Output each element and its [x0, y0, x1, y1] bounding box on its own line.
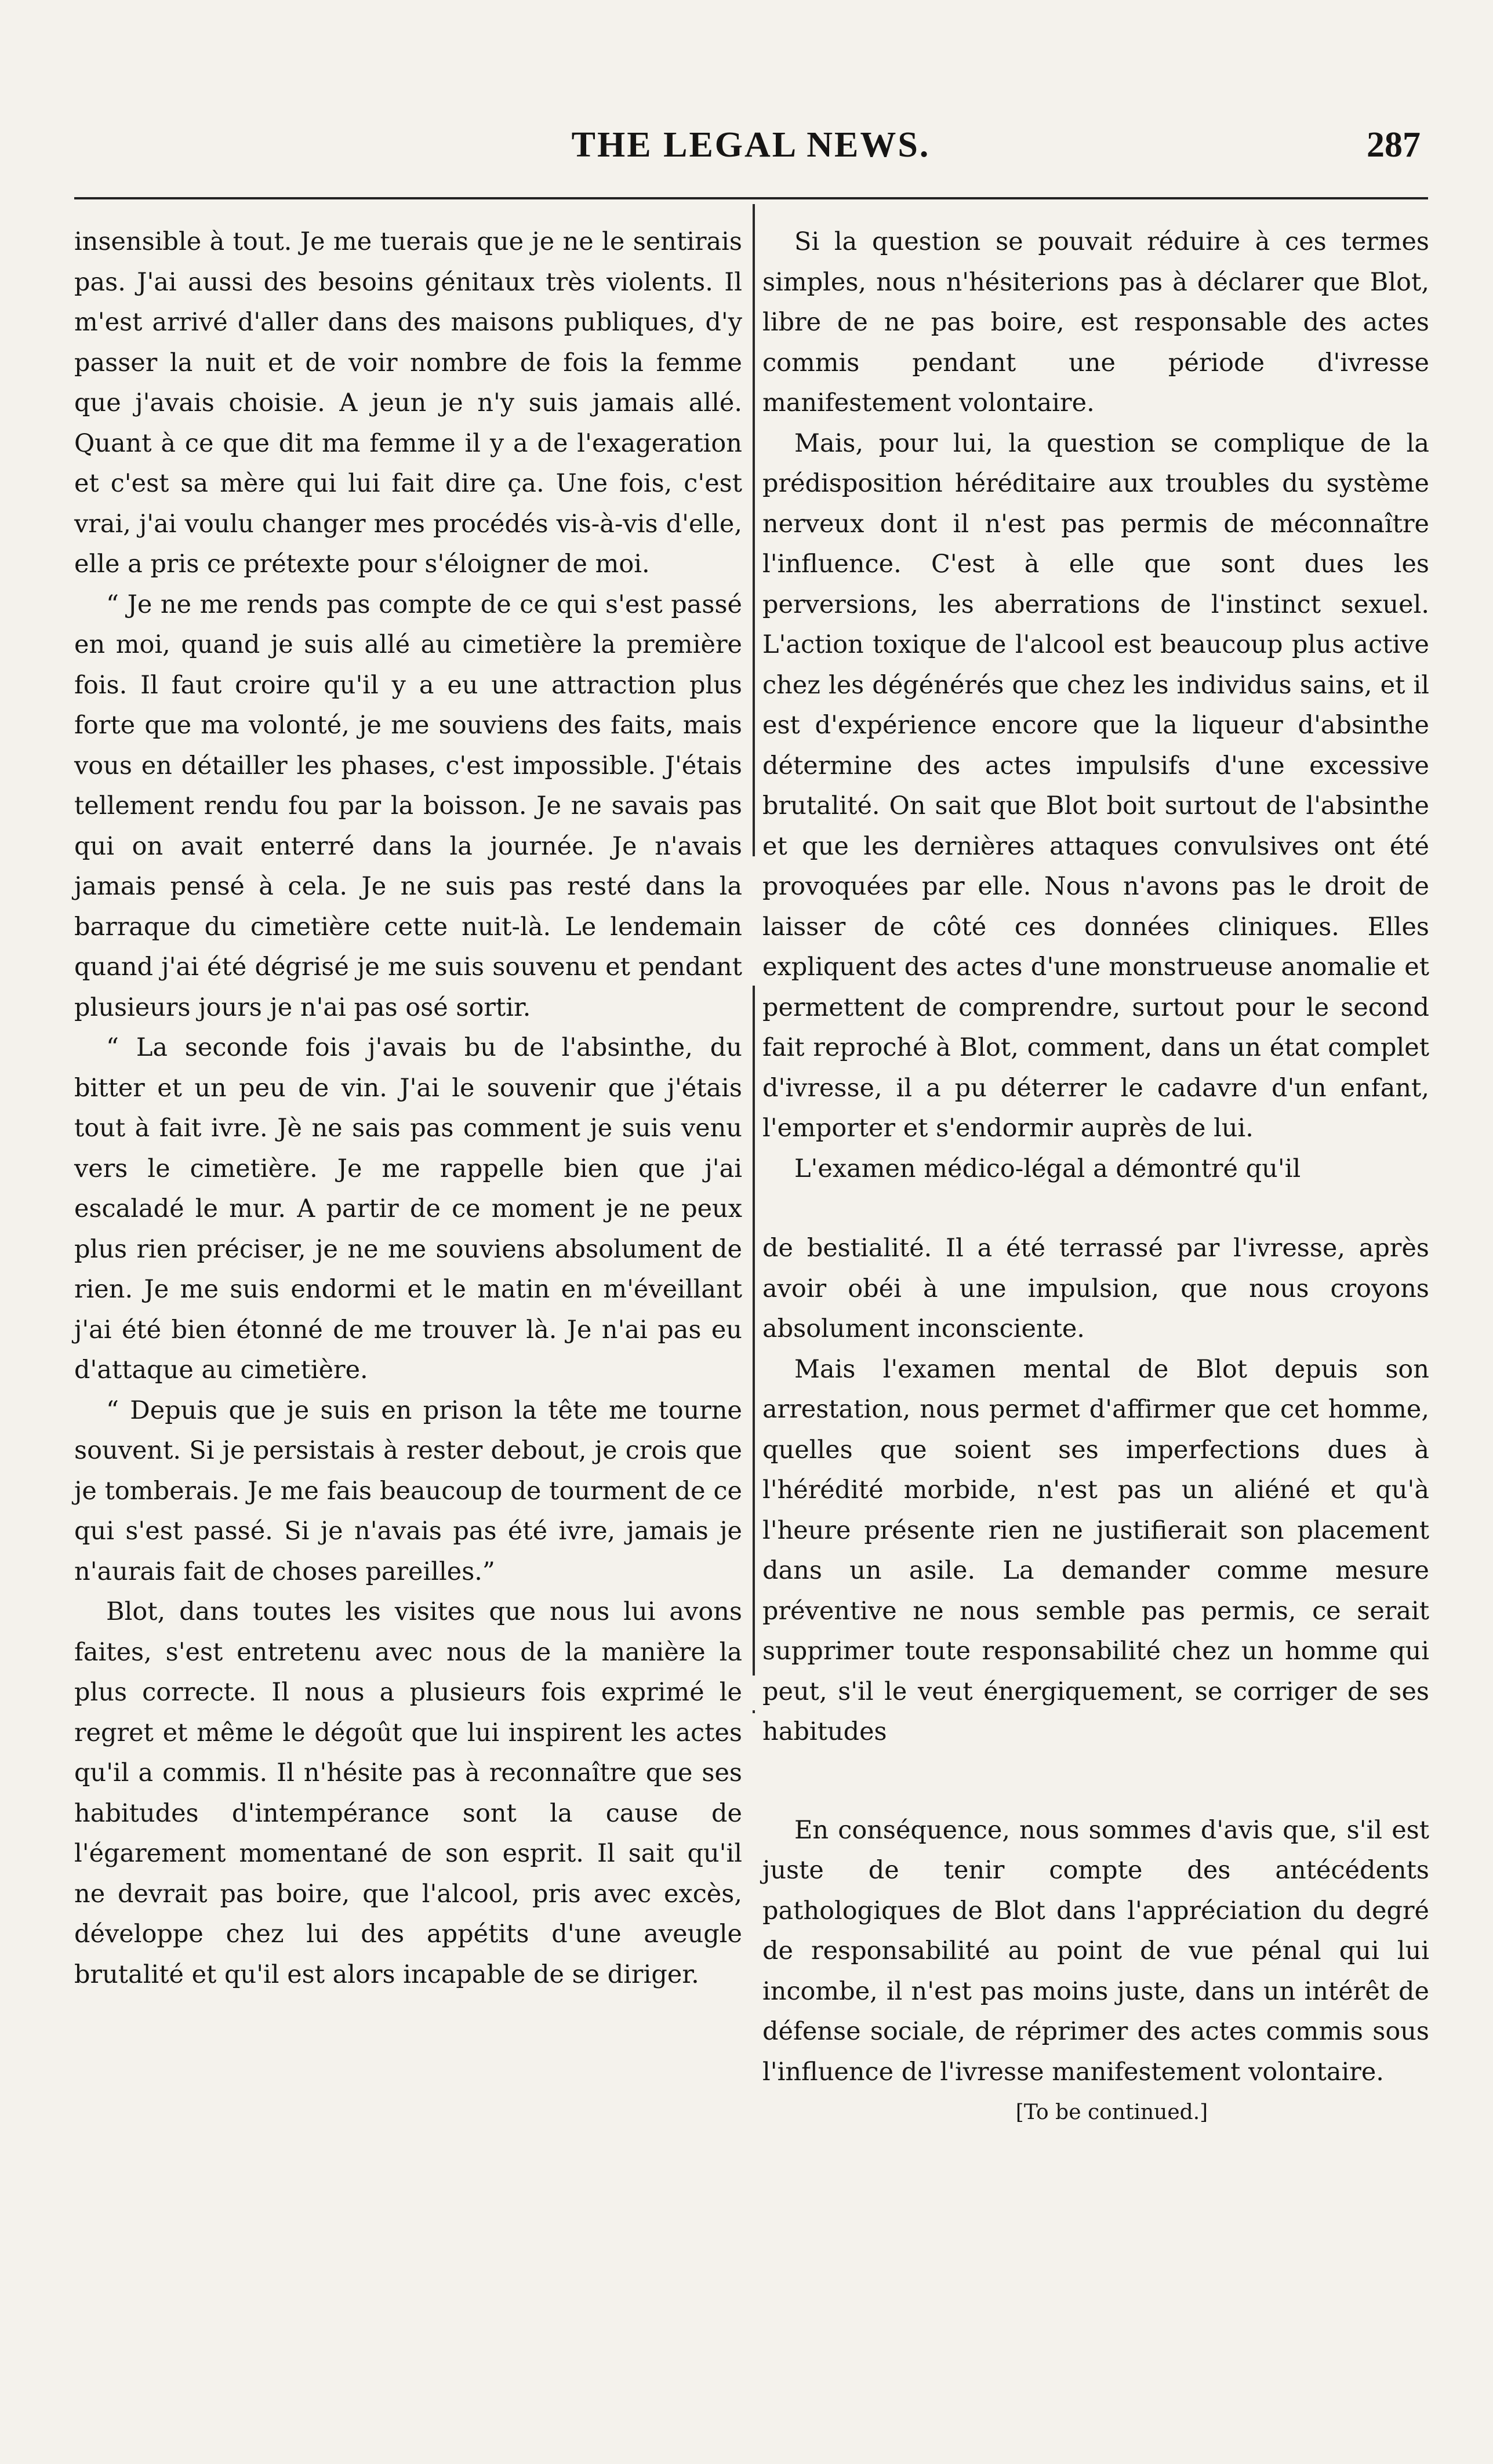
page-header	[75, 125, 1426, 177]
column-gap	[762, 1189, 1429, 1229]
paragraph: Blot, dans toutes les visites que nous lui avons faites, s'est entretenu avec nous de la manière la plus correcte. Il nous a plusieurs fois exprimé le regret et même le dégoût que lui inspirent les actes qu'il a commis. Il n'hésite pas à reconnaître que ses habitudes d'intempérance sont la cause de l'égarement momentané de son esprit. Il sait qu'il ne devrait pas boire, que l'alcool, pris avec excès, développe chez lui des appétits d'une aveugle brutalité et qu'il est alors incapable de se diriger.	[74, 1597, 742, 1989]
column-divider-middle	[753, 986, 755, 1676]
right-column	[762, 222, 1429, 2133]
left-column	[74, 222, 742, 1995]
paragraph: “ La seconde fois j'avais bu de l'absinthe, du bitter et un peu de vin. J'ai le souvenir que j'étais tout à fait ivre. Jè ne sais pas comment je suis venu vers le cimetière. Je me rappelle bien que j'ai escaladé le mur. A partir de ce moment je ne peux plus rien préciser, je ne me souviens absolument de rien. Je me suis endormi et le matin en m'éveillant j'ai été bien étonné de me trouver là. Je n'ai pas eu d'attaque au cimetière.	[74, 1033, 742, 1384]
paragraph: de bestialité. Il a été terrassé par l'ivresse, après avoir obéi à une impulsion, que nous croyons absolument inconsciente.	[762, 1234, 1429, 1343]
paragraph: insensible à tout. Je me tuerais que je ne le sentirais pas. J'ai aussi des besoins génitaux très violents. Il m'est arrivé d'aller dans des maisons publiques, d'y passer la nuit et de voir nombre de fois la femme que j'avais choisie. A jeun je n'y suis jamais allé. Quant à ce que dit ma femme il y a de l'exageration et c'est sa mère qui lui fait dire ça. Une fois, c'est vrai, j'ai voulu changer mes procédés vis-à-vis d'elle, elle a pris ce prétexte pour s'éloigner de moi.	[74, 227, 742, 579]
page-number: 287	[1367, 125, 1421, 165]
column-divider-tick	[753, 1710, 755, 1713]
column-divider-upper	[753, 204, 755, 856]
paragraph: L'examen médico-légal a démontré qu'il	[794, 1154, 1301, 1183]
journal-title: THE LEGAL NEWS.	[571, 125, 931, 165]
paragraph: Mais l'examen mental de Blot depuis son arrestation, nous permet d'affirmer que cet homme, quelles que soient ses imperfections dues à l'hérédité morbide, n'est pas un aliéné et qu'à l'heure présente rien ne justifierait son placement dans un asile. La demander comme mesure préventive ne nous semble pas permis, ce serait supprimer toute responsabilité chez un homme qui peut, s'il le veut énergiquement, se corriger de ses habitudes	[762, 1354, 1429, 1746]
paragraph: En conséquence, nous sommes d'avis que, s'il est juste de tenir compte des antécédents pathologiques de Blot dans l'appréciation du degré de responsabilité au point de vue pénal qui lui incombe, il n'est pas moins juste, dans un intérêt de défense sociale, de réprimer des actes commis sous l'influence de l'ivresse manifestement volontaire.	[762, 1815, 1429, 2087]
paragraph: “ Depuis que je suis en prison la tête me tourne souvent. Si je persistais à rester debout, je crois que je tomberais. Je me fais beaucoup de tourment de ce qui s'est passé. Si je n'avais pas été ivre, jamais je n'aurais fait de choses pareilles.”	[74, 1395, 742, 1586]
continued-note: [To be continued.]	[1015, 2100, 1208, 2124]
paragraph: Mais, pour lui, la question se complique de la prédisposition héréditaire aux troubles du système nerveux dont il n'est pas permis de méconnaître l'influence. C'est à elle que sont dues les perversions, les aberrations de l'instinct sexuel. L'action toxique de l'alcool est beaucoup plus active chez les dégénérés que chez les individus sains, et il est d'expérience encore que la liqueur d'absinthe détermine des actes impulsifs d'une excessive brutalité. On sait que Blot boit surtout de l'absinthe et que les dernières attaques convulsives ont été provoquées par elle. Nous n'avons pas le droit de laisser de côté ces données cliniques. Elles expliquent des actes d'une monstrueuse anomalie et permettent de comprendre, surtout pour le second fait reproché à Blot, comment, dans un état complet d'ivresse, il a pu déterrer le cadavre d'un enfant, l'emporter et s'endormir auprès de lui.	[762, 428, 1429, 1143]
column-gap	[762, 1753, 1429, 1811]
paragraph: Si la question se pouvait réduire à ces termes simples, nous n'hésiterions pas à déclarer que Blot, libre de ne pas boire, est responsable des actes commis pendant une période d'ivresse manifestement volontaire.	[762, 227, 1429, 417]
header-rule	[74, 197, 1428, 199]
paragraph: “ Je ne me rends pas compte de ce qui s'est passé en moi, quand je suis allé au cimetière la première fois. Il faut croire qu'il y a eu une attraction plus forte que ma volonté, je me souviens des faits, mais vous en détailler les phases, c'est impossible. J'étais tellement rendu fou par la boisson. Je ne savais pas qui on avait enterré dans la journée. Je n'avais jamais pensé à cela. Je ne suis pas resté dans la barraque du cimetière cette nuit-là. Le lendemain quand j'ai été dégrisé je me suis souvenu et pendant plusieurs jours je n'ai pas osé sortir.	[74, 590, 742, 1022]
